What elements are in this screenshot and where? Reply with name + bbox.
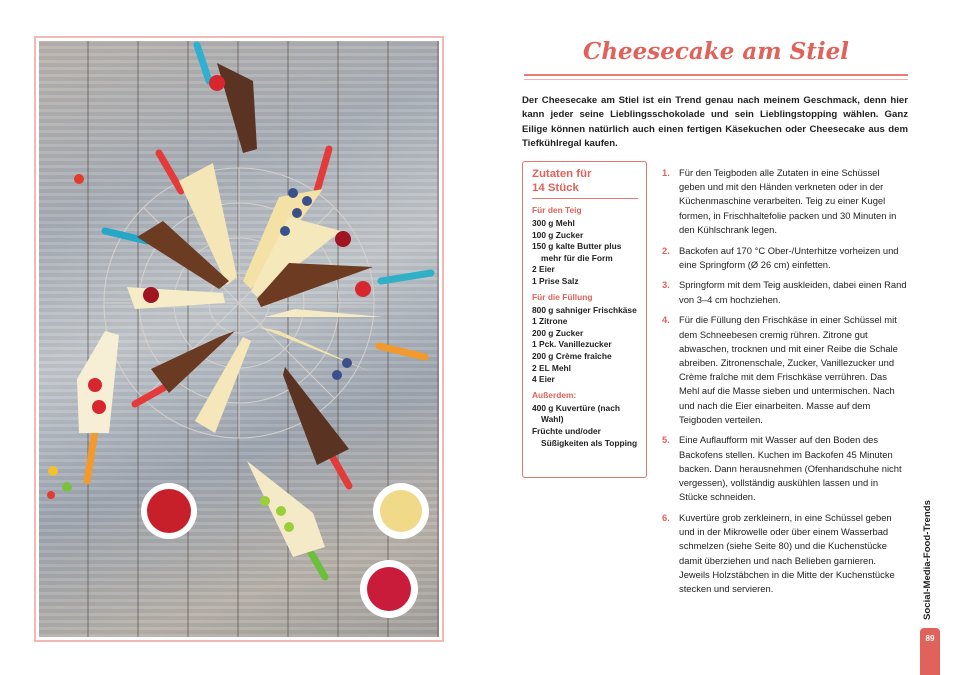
step-number: 3. [662,279,670,291]
step-number: 6. [662,511,670,523]
ingredients-box [522,161,647,478]
ingredient-item: Früchte und/oder Süßigkeiten als Topping [532,425,638,448]
cheesecake-slices [77,63,383,557]
ingredient-list-dough [532,218,638,288]
ingredient-section-title: Für den Teig [532,205,582,215]
recipe-intro: Der Cheesecake am Stiel ist ein Trend genau nach meinem Geschmack, denn hier kann jeder seine Lieblingsschokolade und sein Lieblingstopping wählen. Ganz Eilige können natürlich auch einen fertigen Käsekuchen oder Cheesecake aus dem Tiefkühlregal kaufen. [522,95,908,149]
candy-toppings [47,174,84,499]
ingredient-item: 100 g Zucker [532,229,584,240]
ingredient-item: 1 Pck. Vanillezucker [532,339,612,350]
step-number: 5. [662,434,670,446]
step-text: Backofen auf 170 °C Ober-/Unterhitze vorheizen und eine Springform (Ø 26 cm) einfetten. [679,244,899,270]
step-text: Eine Auflaufform mit Wasser auf den Boden des Backofens stellen. Kuchen im Backofen 45 Minuten backen. Dann herausnehmen (Ofenhandschuhe nicht vergessen), vollständig auskühlen lassen und in Stücke schneiden. [679,434,902,503]
ingredient-section-title: Für die Füllung [532,291,593,302]
cheesecake-photo-illustration [39,41,439,637]
step-item [662,278,908,306]
instruction-steps [662,166,908,603]
ingredients-heading-line1: Zutaten für [532,168,592,180]
step-text: Für den Teigboden alle Zutaten in eine Schüssel geben und mit den Händen verkneten oder in der Küchenmaschine verarbeiten. Teig zu einer Kugel formen, in Frischhaltefolie packen und 30 Minuten in den Kühlschrank legen. [679,167,897,235]
ingredient-item: 2 EL Mehl [532,362,571,373]
page-number-tab [920,628,940,675]
ingredient-list-filling [532,305,638,386]
ingredients-heading [532,167,638,199]
ingredient-item: 1 Prise Salz [532,275,579,286]
step-item [662,166,908,237]
title-underline [524,74,908,80]
recipe-photo [39,41,439,637]
ingredient-list-extras [532,403,638,449]
recipe-photo-frame [34,36,444,642]
ingredient-item: 4 Eier [532,374,555,385]
ingredient-item: 1 Zitrone [532,316,568,327]
step-text: Springform mit dem Teig auskleiden, dabei einen Rand von 3–4 cm hochziehen. [679,279,907,305]
ingredients-heading-line2: 14 Stück [532,182,579,194]
section-label: Social-Media-Food-Trends [922,500,933,620]
ingredient-item: 800 g sahniger Frischkäse [532,304,637,315]
step-number: 2. [662,244,670,256]
step-text: Für die Füllung den Frischkäse in einer Schüssel mit dem Schneebesen cremig rühren. Zitrone gut abwaschen, trocknen und mit einer Reibe die Schale abreiben. Zitronenschale, Zucker, Vanillezucker und Crème fraîche mit dem Frischkäse verrühren. Das Mehl auf die Masse sieben und untermischen. Nach und nach die Eier einarbeiten. Masse auf dem Teigboden verteilen. [679,314,898,425]
recipe-title: Cheesecake am Stiel [583,38,849,65]
ingredient-item: 200 g Crème fraîche [532,350,612,361]
ingredient-item: 300 g Mehl [532,218,575,228]
step-text: Kuvertüre grob zerkleinern, in eine Schüssel geben und in der Mikrowelle oder über einem Wasserbad schmelzen (siehe Seite 80) und die Kuchenstücke damit überziehen und nach Belieben garnieren. Jeweils Holzstäbchen in die Mitte der Kuchenstücke stecken und servieren. [679,511,895,594]
step-item [662,511,908,596]
step-number: 4. [662,314,670,326]
ingredient-item: 150 g kalte Butter plus mehr für die Form [532,241,622,263]
ingredient-item: 200 g Zucker [532,327,584,338]
step-item [662,433,908,504]
step-item [662,313,908,427]
ingredient-item: 2 Eier [532,264,555,275]
ingredient-item: 400 g Kuvertüre (nach Wahl) [532,402,620,425]
page-number: 89 [925,634,935,643]
step-number: 1. [662,167,670,178]
step-item [662,244,908,272]
ingredient-section-title: Außerdem: [532,389,577,400]
